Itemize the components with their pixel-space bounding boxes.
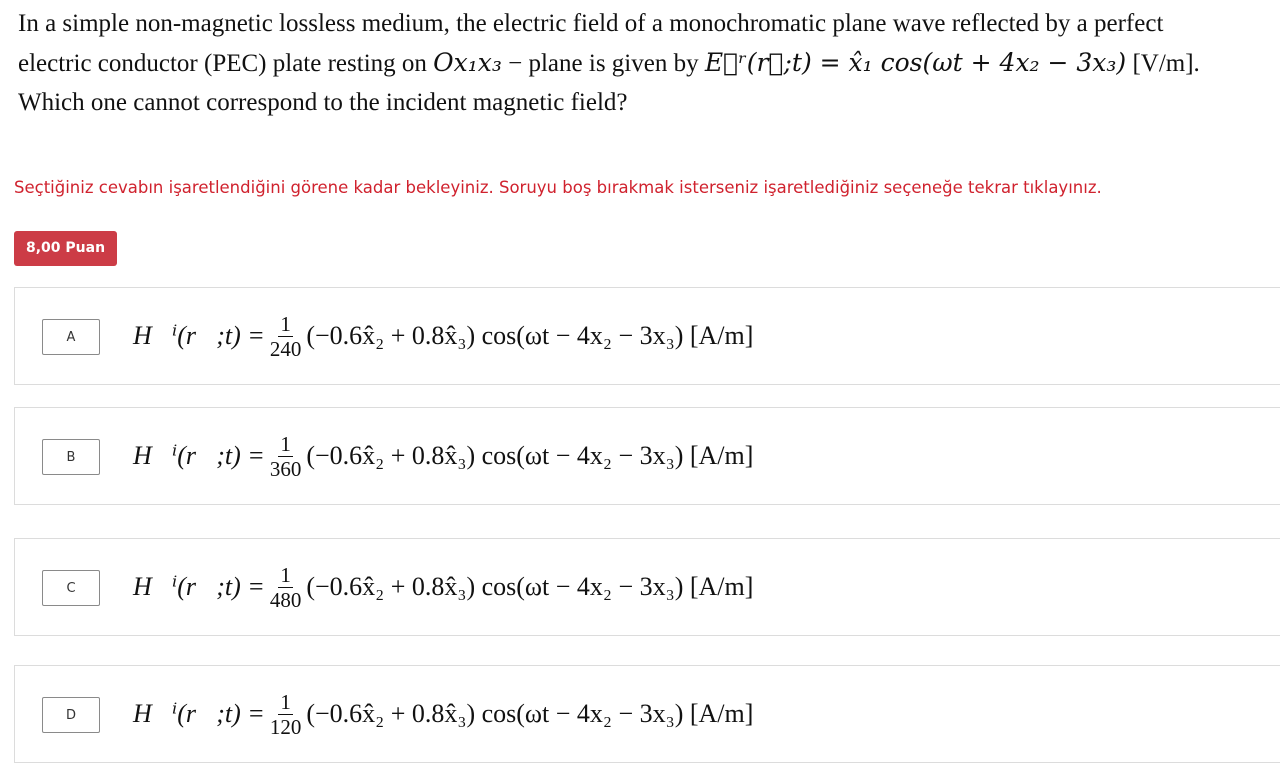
option-a-fraction — [268, 312, 304, 361]
option-b[interactable] — [14, 407, 1280, 505]
option-c-rhs: (−0.6x̂₂ + 0.8x̂₃) cos(ωt − 4x₂ − 3x₃) [A/m] — [306, 572, 754, 601]
option-a-lhs: H⃗ⁱ(r⃗;t) = — [133, 321, 265, 350]
option-a-numerator: 1 — [280, 311, 291, 336]
option-c-denominator: 480 — [269, 587, 302, 612]
plane-label: Ox₁x₃ — [433, 48, 502, 77]
option-b-fraction — [268, 432, 304, 481]
option-d-lhs: H⃗ⁱ(r⃗;t) = — [133, 699, 265, 728]
option-c-fraction — [268, 563, 304, 612]
option-b-lhs: H⃗ⁱ(r⃗;t) = — [133, 441, 265, 470]
option-c-letter[interactable]: C — [42, 570, 100, 606]
instruction-text: Seçtiğiniz cevabın işaretlendiğini görene kadar bekleyiniz. Soruyu boş bırakmak isterseniz işaretlediğiniz seçeneğe tekrar tıklayınız. — [14, 178, 1102, 197]
question-line-2-prefix: electric conductor (PEC) plate resting on — [18, 50, 427, 77]
option-b-rhs: (−0.6x̂₂ + 0.8x̂₃) cos(ωt − 4x₂ − 3x₃) [A/m] — [306, 441, 754, 470]
question-line-2-mid: − plane is given by — [508, 50, 699, 77]
option-c[interactable] — [14, 538, 1280, 636]
option-d-denominator: 120 — [269, 714, 302, 739]
question-line-2 — [18, 43, 1273, 83]
reflected-field-unit: [V/m]. — [1132, 50, 1200, 77]
reflected-field-expression: E⃗ʳ(r⃗;t) = x̂₁ cos(ωt + 4x₂ − 3x₃) — [704, 48, 1127, 77]
option-c-formula — [133, 551, 753, 623]
option-a-formula — [133, 300, 753, 372]
option-d[interactable] — [14, 665, 1280, 763]
option-c-numerator: 1 — [280, 562, 291, 587]
option-d-fraction — [268, 690, 304, 739]
option-d-rhs: (−0.6x̂₂ + 0.8x̂₃) cos(ωt − 4x₂ − 3x₃) [A/m] — [306, 699, 754, 728]
option-a-letter[interactable]: A — [42, 319, 100, 355]
option-d-letter[interactable]: D — [42, 697, 100, 733]
option-b-denominator: 360 — [269, 456, 302, 481]
points-badge: 8,00 Puan — [14, 231, 117, 266]
option-b-formula — [133, 420, 753, 492]
question-text — [18, 4, 1273, 122]
question-line-1: In a simple non-magnetic lossless medium, the electric field of a monochromatic plane wave reflected by a perfect — [18, 10, 1164, 37]
option-d-formula — [133, 678, 753, 750]
option-a-denominator: 240 — [269, 336, 302, 361]
option-b-numerator: 1 — [280, 431, 291, 456]
option-a[interactable] — [14, 287, 1280, 385]
option-a-rhs: (−0.6x̂₂ + 0.8x̂₃) cos(ωt − 4x₂ − 3x₃) [A/m] — [306, 321, 754, 350]
question-line-3: Which one cannot correspond to the incident magnetic field? — [18, 89, 628, 116]
option-b-letter[interactable]: B — [42, 439, 100, 475]
option-c-lhs: H⃗ⁱ(r⃗;t) = — [133, 572, 265, 601]
option-d-numerator: 1 — [280, 689, 291, 714]
